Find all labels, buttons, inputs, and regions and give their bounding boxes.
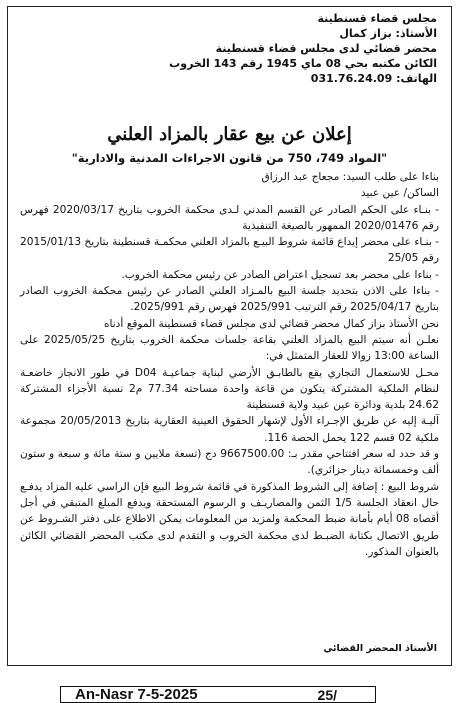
announcement-title: إعلان عن بيع عقار بالمزاد العلني xyxy=(107,124,352,145)
property-ownership: آليـة إليه عن طريق الإجـراء الأول لإشهار الحقوق العينية العقارية بتاريخ 20/05/2013 مجموعة ملكية 02 قسم 122 يحمل الحصة 116. xyxy=(20,415,439,444)
publication-date: An-Nasr 7-5-2025 xyxy=(75,686,198,703)
basis-authorization: - بناءا على الاذن بتحديد جلسة البيع بالمـزاد العلني الصادر عن رئيس محكمة الخروب الصادر بتاريخ 2025/04/17 رقم الترتيب 2025/991 فهرس رقم 2025/991. xyxy=(20,285,439,314)
header-address: الكائن مكتبه بحي 08 ماي 1945 رقم 143 الخروب xyxy=(169,57,437,70)
footer-strip xyxy=(60,686,376,703)
signature: الأستاذ المحضر القضائي xyxy=(323,643,437,654)
basis-judgment: - بنـاء على الحكم الصادر عن القسم المدني لـدى محكمة الخروب بتاريخ 2020/03/17 فهرس رقم 2020/01476 الممهور بالصيغة التنفيذية xyxy=(20,203,439,232)
basis-deposit: - بنـاء على محضر إيداع قائمة شروط البيـع بالمزاد العلني محكمـة قسنطينة بتاريخ 2015/01/13 رقم 25/05 xyxy=(20,236,439,265)
basis-objection: - بناءا على محضر بعد تسجيل اعتراض الصادر عن رئيس محكمة الخروب. xyxy=(121,268,439,281)
bailiff-statement: نحن الأستاذ بزاز كمال محضر قضائي لدى مجلس قضاء قسنطينة الموقع أدناه xyxy=(103,317,439,330)
announcement-body xyxy=(20,169,439,560)
phone-number: 031.76.24.09 xyxy=(310,72,393,85)
requester-residence: الساكن/ عين عبيد xyxy=(360,187,439,200)
sale-date: نعلـن أنه سيتم البيع بالمزاد العلني بقاعة جلسات محكمة الخروب بتاريخ 2025/05/25 على الساعة 13:00 زوالا للعقار المتمثل في: xyxy=(20,333,439,363)
announcement-frame xyxy=(7,6,452,666)
header-court: مجلس قضاء قسنطينة xyxy=(317,12,437,25)
header-bailiff-name: الأستاذ: بزاز كمال xyxy=(339,27,437,40)
header-block xyxy=(169,11,437,86)
legal-reference: "المواد 749، 750 من قانون الاجراءات المدنية والادارية" xyxy=(71,151,388,165)
requester: بناءا على طلب السيد: مجعاج عبد الرزاق xyxy=(261,171,439,183)
header-phone xyxy=(187,71,437,86)
page-number: 25/ xyxy=(317,686,337,703)
phone-label: الهاتف: xyxy=(396,72,437,85)
opening-price: و قد حدد له سعر افتتاحي مقدر بـ: 9667500.00 دج (تسعة ملايين و ستة مائة و سبعة و ستون ألف وخمسمائة دينار جزائري). xyxy=(20,448,439,477)
sale-conditions: شروط البيع : إضافة إلى الشروط المذكورة في قائمة شروط البيع فإن الراسي عليه المزاد يدفـع حال انعقاد الجلسة 1/5 الثمن والمصاريـف و الرسوم المستحقة ويدفع المبلغ المتبقي في أجل أقصاه 08 أيام بأمانة ضبط المحكمة ولمزيد من المعلومات يمكن الاطلاع على دفتر الشـروط عن طريق الاتصال بكتابة الضبـط لدى محكمة الخروب و التقدم لدى مكتب المحضر القضائي الكائن بالعنوان المذكور. xyxy=(20,480,439,558)
property-description: محـل للاستعمال التجاري يقع بالطابـق الأرضي لبناية جماعيـة D04 في طور الانجاز خاضعـة لنظام الملكية المشتركة يتكون من قاعة واحدة مساحته 77.34 م2 نسبة الأجزاء المشتركة 24.62 بلدية ودائرة عين عبيد ولاية قسنطينة xyxy=(20,366,439,412)
header-bailiff-role: محضر قضائي لدى مجلس قضاء قسنطينة xyxy=(215,42,437,55)
